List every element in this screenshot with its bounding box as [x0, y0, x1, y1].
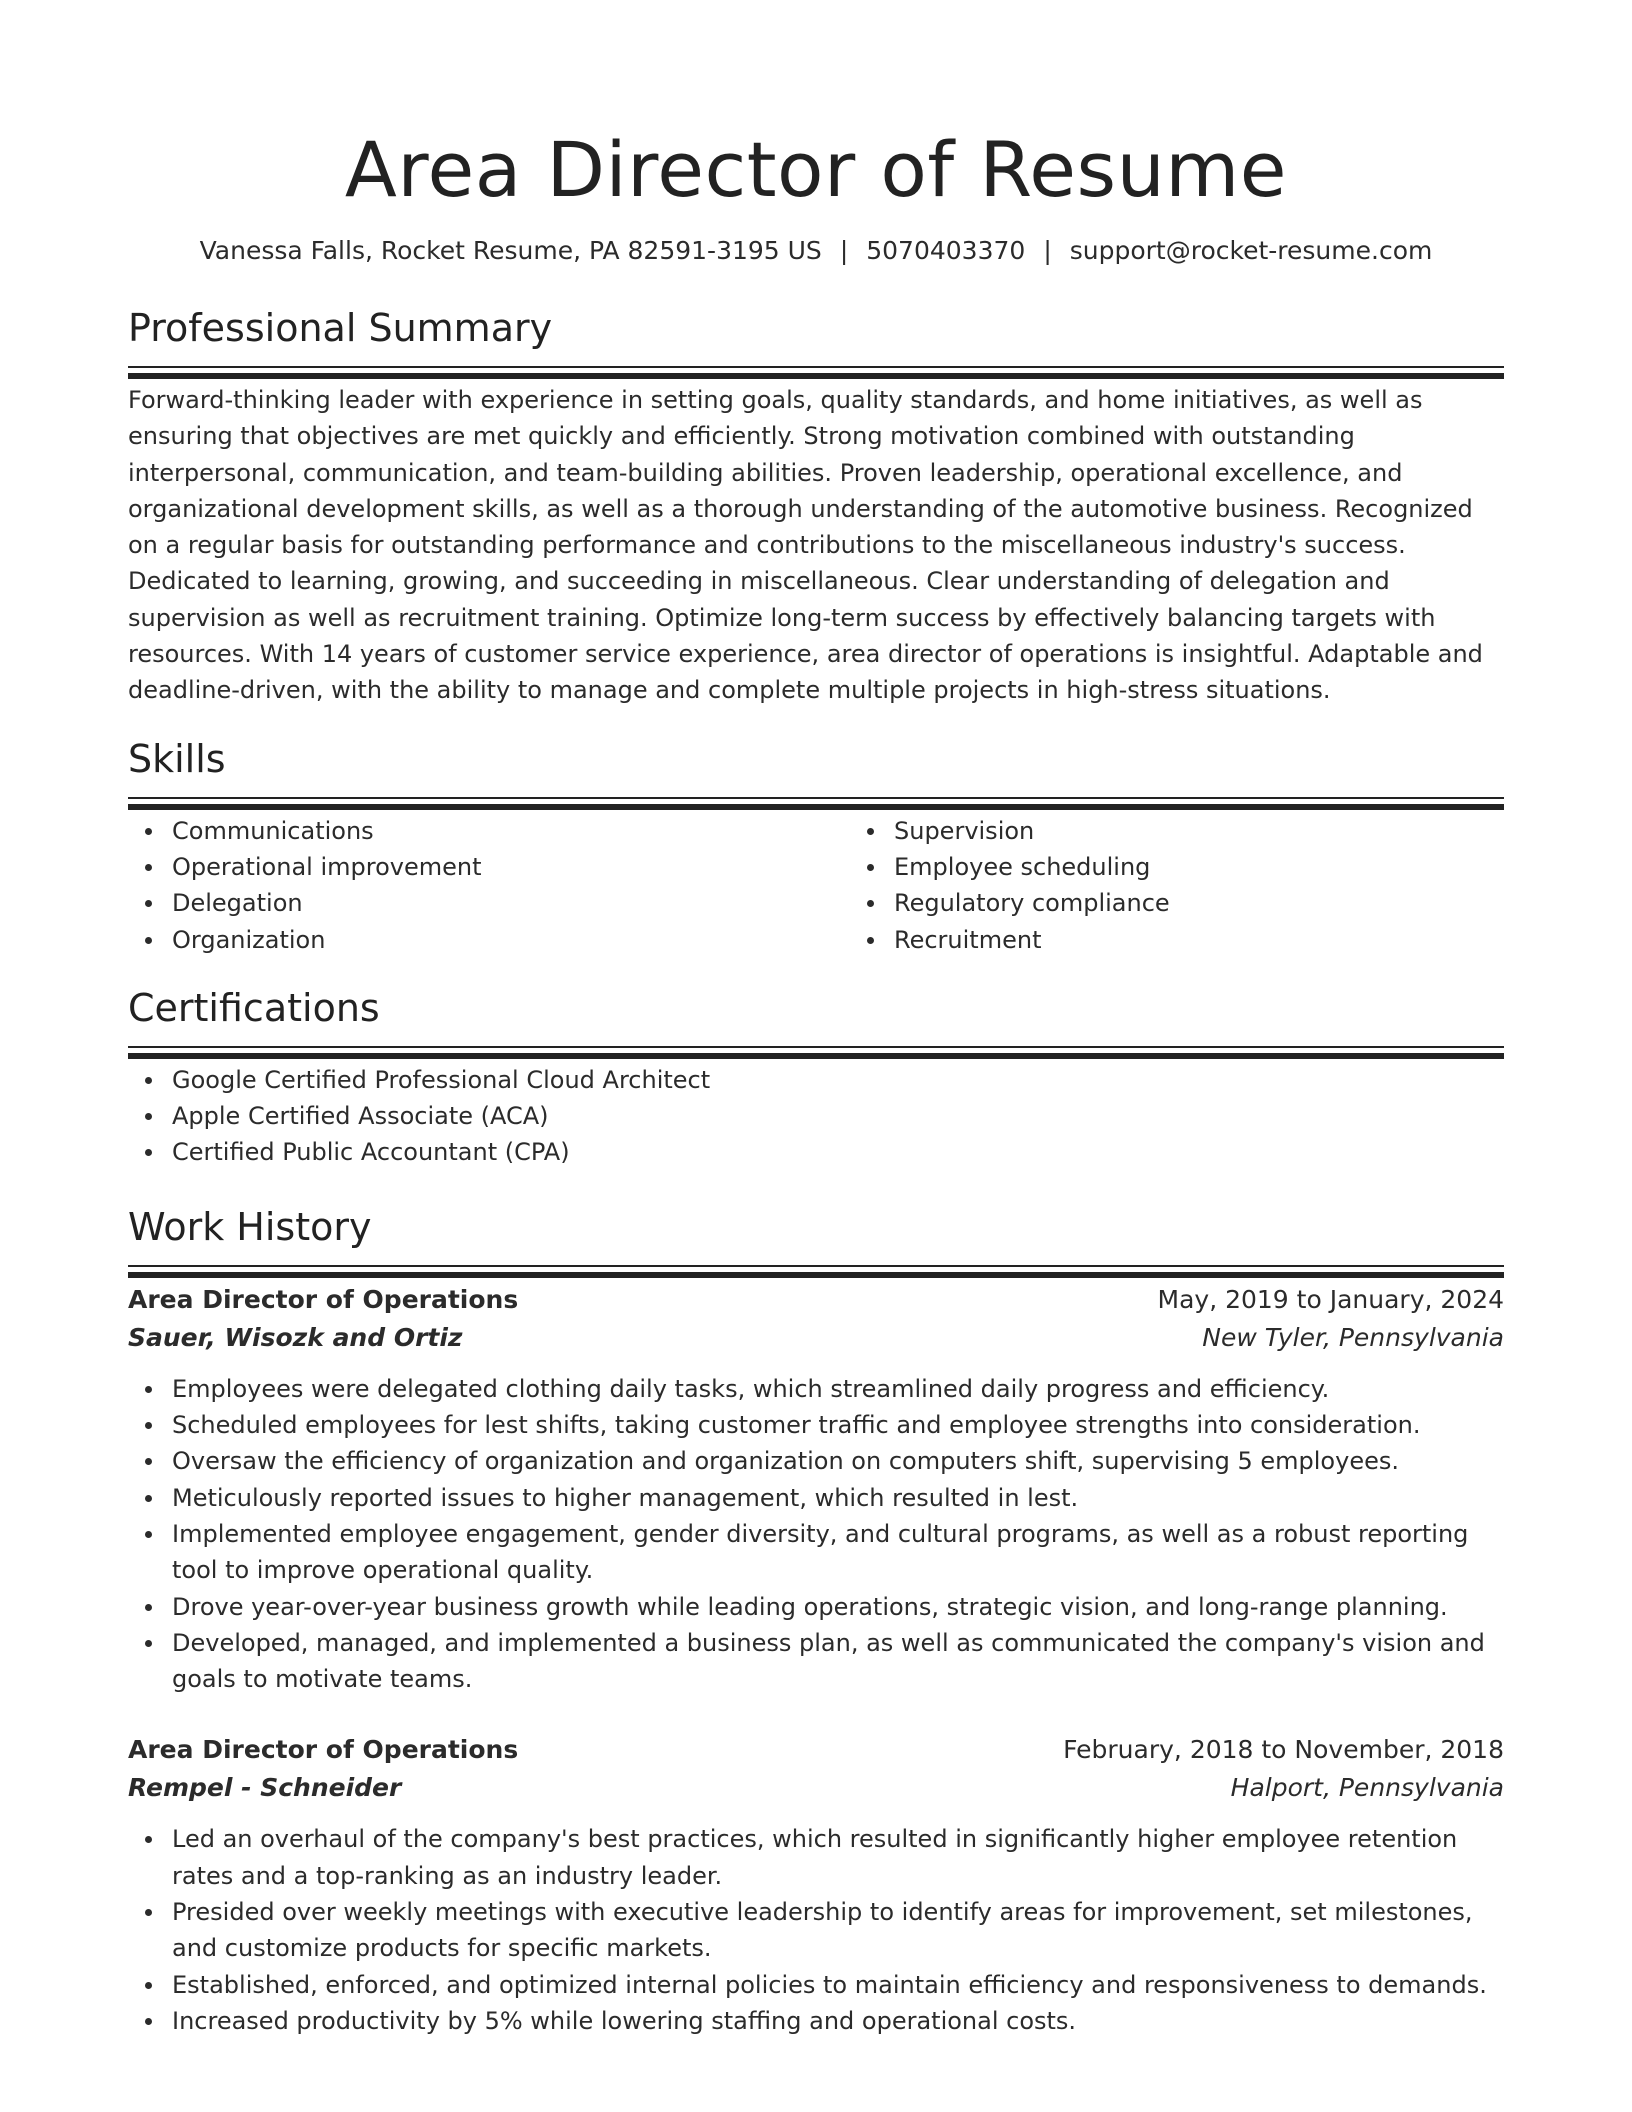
- section-heading: Work History: [128, 1204, 372, 1249]
- summary-text: Forward-thinking leader with experience in setting goals, quality standards, and home initiatives, as well as ensuring that objectives are met quickly and efficiently. Strong motivation combined with outstanding interpersonal, communication, and team-building abilities. Proven leadership, operational excellence, and organizational development skills, as well as a thorough understanding of the automotive business. Recognized on a regular basis for outstanding performance and contributions to the miscellaneous industry's success. Dedicated to learning, growing, and succeeding in miscellaneous. Clear understanding of delegation and supervision as well as recruitment training. Optimize long-term success by effectively balancing targets with resources. With 14 years of customer service experience, area director of operations is insightful. Adaptable and deadline-driven, with the ability to manage and complete multiple projects in high-stress situations.: [128, 386, 1483, 705]
- contact-line: [128, 234, 1504, 268]
- skill-item: Organization: [172, 922, 850, 958]
- section-heading: Professional Summary: [128, 306, 553, 350]
- job-bullet: Increased productivity by 5% while lowering staffing and operational costs.: [172, 2003, 1504, 2039]
- skills-grid: [128, 813, 1504, 958]
- contact-separator: |: [1043, 236, 1052, 265]
- job-bullet: Presided over weekly meetings with executive leadership to identify areas for improvement, set milestones, and customize products for specific markets.: [172, 1894, 1504, 1967]
- certifications-list: [128, 1062, 1504, 1171]
- section-divider: [128, 1265, 1504, 1267]
- job-title: Area Director of Operations: [128, 1735, 519, 1765]
- section-divider: [128, 1046, 1504, 1048]
- job-bullets: [128, 1371, 1504, 1698]
- job-title: Area Director of Operations: [128, 1284, 519, 1314]
- contact-phone: 5070403370: [866, 236, 1026, 265]
- certification-item: Certified Public Accountant (CPA): [172, 1134, 1504, 1170]
- section-divider: [128, 797, 1504, 799]
- resume-title: Area Director of Resume: [344, 125, 1288, 214]
- job-dates: May, 2019 to January, 2024: [1157, 1284, 1504, 1314]
- section-heading: Certifications: [128, 985, 380, 1030]
- contact-email: support@rocket-resume.com: [1069, 236, 1433, 265]
- skill-item: Communications: [172, 813, 850, 849]
- work-history-section: [128, 1203, 1504, 2039]
- skill-item: Supervision: [894, 813, 1572, 849]
- job-company: Rempel - Schneider: [128, 1773, 402, 1803]
- job-company: Sauer, Wisozk and Ortiz: [128, 1322, 463, 1352]
- job-bullet: Drove year-over-year business growth while leading operations, strategic vision, and long-range planning.: [172, 1589, 1504, 1625]
- skill-item: Delegation: [172, 885, 850, 921]
- certifications-section: [128, 984, 1504, 1171]
- section-divider: [128, 366, 1504, 368]
- job-bullet: Established, enforced, and optimized internal policies to maintain efficiency and responsiveness to demands.: [172, 1967, 1504, 2003]
- skills-section: [128, 735, 1504, 958]
- job-entry: [128, 1281, 1504, 1698]
- job-bullet: Led an overhaul of the company's best practices, which resulted in significantly higher employee retention rates and a top-ranking as an industry leader.: [172, 1821, 1504, 1894]
- skill-item: Operational improvement: [172, 849, 850, 885]
- contact-address: Vanessa Falls, Rocket Resume, PA 82591-3195 US: [199, 236, 822, 265]
- contact-separator: |: [839, 236, 849, 265]
- job-bullet: Meticulously reported issues to higher management, which resulted in lest.: [172, 1480, 1504, 1516]
- job-dates: February, 2018 to November, 2018: [1063, 1735, 1504, 1765]
- certification-item: Apple Certified Associate (ACA): [172, 1098, 1504, 1134]
- job-location: Halport, Pennsylvania: [1230, 1773, 1504, 1803]
- skill-item: Recruitment: [894, 922, 1572, 958]
- certification-item: Google Certified Professional Cloud Architect: [172, 1062, 1504, 1098]
- job-bullet: Scheduled employees for lest shifts, taking customer traffic and employee strengths into consideration.: [172, 1407, 1504, 1443]
- job-bullet: Developed, managed, and implemented a business plan, as well as communicated the company's vision and goals to motivate teams.: [172, 1625, 1504, 1698]
- skills-list-left: [128, 813, 850, 958]
- skill-item: Regulatory compliance: [894, 885, 1572, 921]
- job-bullets: [128, 1821, 1504, 2039]
- job-bullet: Implemented employee engagement, gender diversity, and cultural programs, as well as a robust reporting tool to improve operational quality.: [172, 1516, 1504, 1589]
- job-bullet: Oversaw the efficiency of organization and organization on computers shift, supervising 5 employees.: [172, 1443, 1504, 1479]
- job-location: New Tyler, Pennsylvania: [1202, 1322, 1504, 1352]
- section-heading: Skills: [128, 736, 226, 781]
- skill-item: Employee scheduling: [894, 849, 1572, 885]
- resume-page: [128, 0, 1504, 2039]
- summary-section: [128, 304, 1504, 709]
- job-entry: [128, 1731, 1504, 2039]
- skills-list-right: [850, 813, 1572, 958]
- job-bullet: Employees were delegated clothing daily tasks, which streamlined daily progress and efficiency.: [172, 1371, 1504, 1407]
